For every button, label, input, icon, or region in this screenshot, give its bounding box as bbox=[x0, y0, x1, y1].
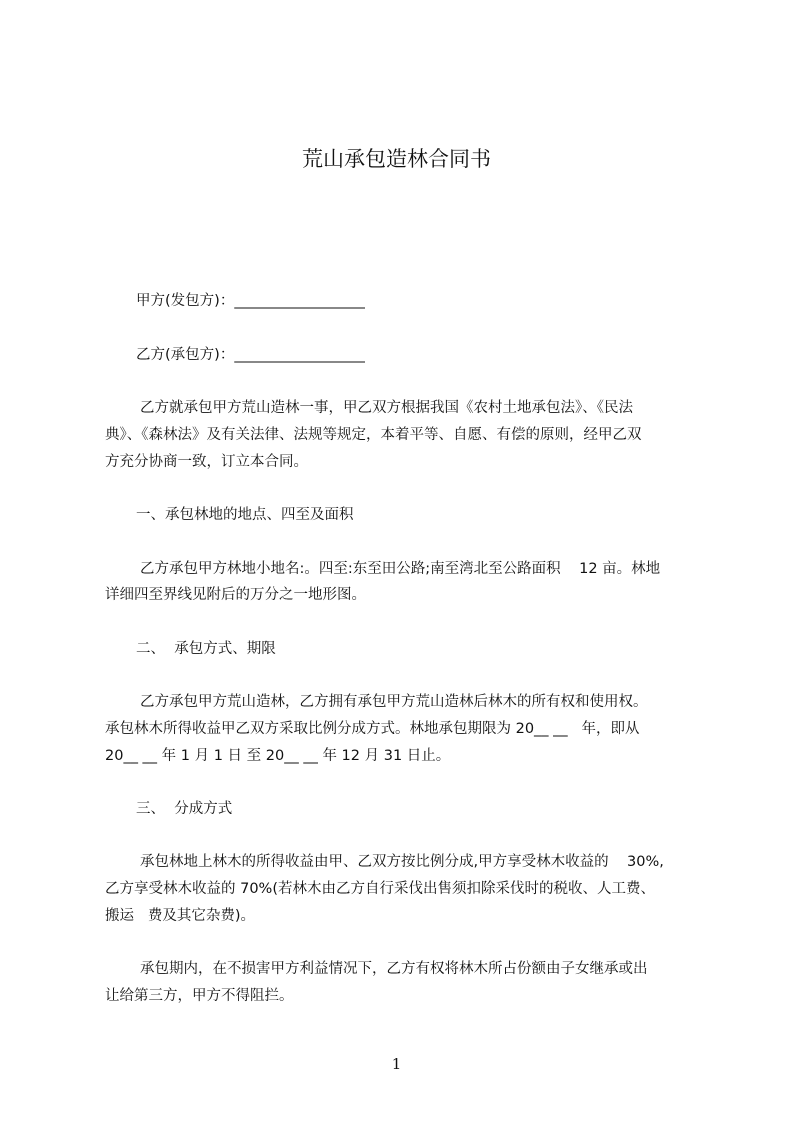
section-2-line-1: 乙方承包甲方荒山造林，乙方拥有承包甲方荒山造林后林木的所有权和使用权。 bbox=[140, 694, 648, 710]
section-1-heading: 一、承包林地的地点、四至及面积 bbox=[136, 507, 354, 523]
intro-line-2: 典》、《森林法》及有关法律、法规等规定，本着平等、自愿、有偿的原则，经甲乙双 bbox=[105, 427, 642, 443]
party-a-label: 甲方(发包方)： bbox=[136, 293, 235, 309]
section-3-line-2: 乙方享受林木收益的 70%(若林木由乙方自行采伐出售须扣除采伐时的税收、人工费、 bbox=[105, 881, 655, 897]
party-a-line bbox=[136, 291, 365, 311]
section-3-line-1: 承包林地上林木的所得收益由甲、乙双方按比例分成,甲方享受林木收益的 30%, bbox=[140, 854, 664, 870]
section-3-para2-line-2: 让给第三方，甲方不得阻拦。 bbox=[105, 988, 294, 1004]
intro-line-3: 方充分协商一致，订立本合同。 bbox=[105, 454, 308, 470]
section-2-heading: 二、 承包方式、期限 bbox=[136, 641, 276, 657]
document-title: 荒山承包造林合同书 bbox=[302, 147, 491, 171]
section-1-line-2: 详细四至界线见附后的万分之一地形图。 bbox=[105, 587, 366, 603]
section-1-line-1: 乙方承包甲方林地小地名:。四至:东至田公路;南至湾北至公路面积 12 亩。林地 bbox=[140, 561, 661, 577]
party-b-line bbox=[136, 345, 365, 365]
section-3-para2-line-1: 承包期内，在不损害甲方利益情况下，乙方有权将林木所占份额由子女继承或出 bbox=[140, 961, 648, 977]
intro-line-1: 乙方就承包甲方荒山造林一事，甲乙双方根据我国《农村土地承包法》、《民法 bbox=[140, 400, 633, 416]
section-2-line-3: 20__ __ 年 1 月 1 日 至 20__ __ 年 12 月 31 日止。 bbox=[105, 748, 451, 764]
section-3-heading: 三、 分成方式 bbox=[136, 801, 233, 817]
page-number: 1 bbox=[391, 1055, 402, 1073]
party-a-blank: __________________ bbox=[234, 293, 365, 309]
section-2-line-2: 承包林木所得收益甲乙双方采取比例分成方式。林地承包期限为 20__ __ 年，即从 bbox=[105, 721, 640, 737]
party-b-blank: __________________ bbox=[234, 347, 365, 363]
section-3-line-3: 搬运 费及其它杂费)。 bbox=[105, 908, 255, 924]
party-b-label: 乙方(承包方)： bbox=[136, 347, 235, 363]
